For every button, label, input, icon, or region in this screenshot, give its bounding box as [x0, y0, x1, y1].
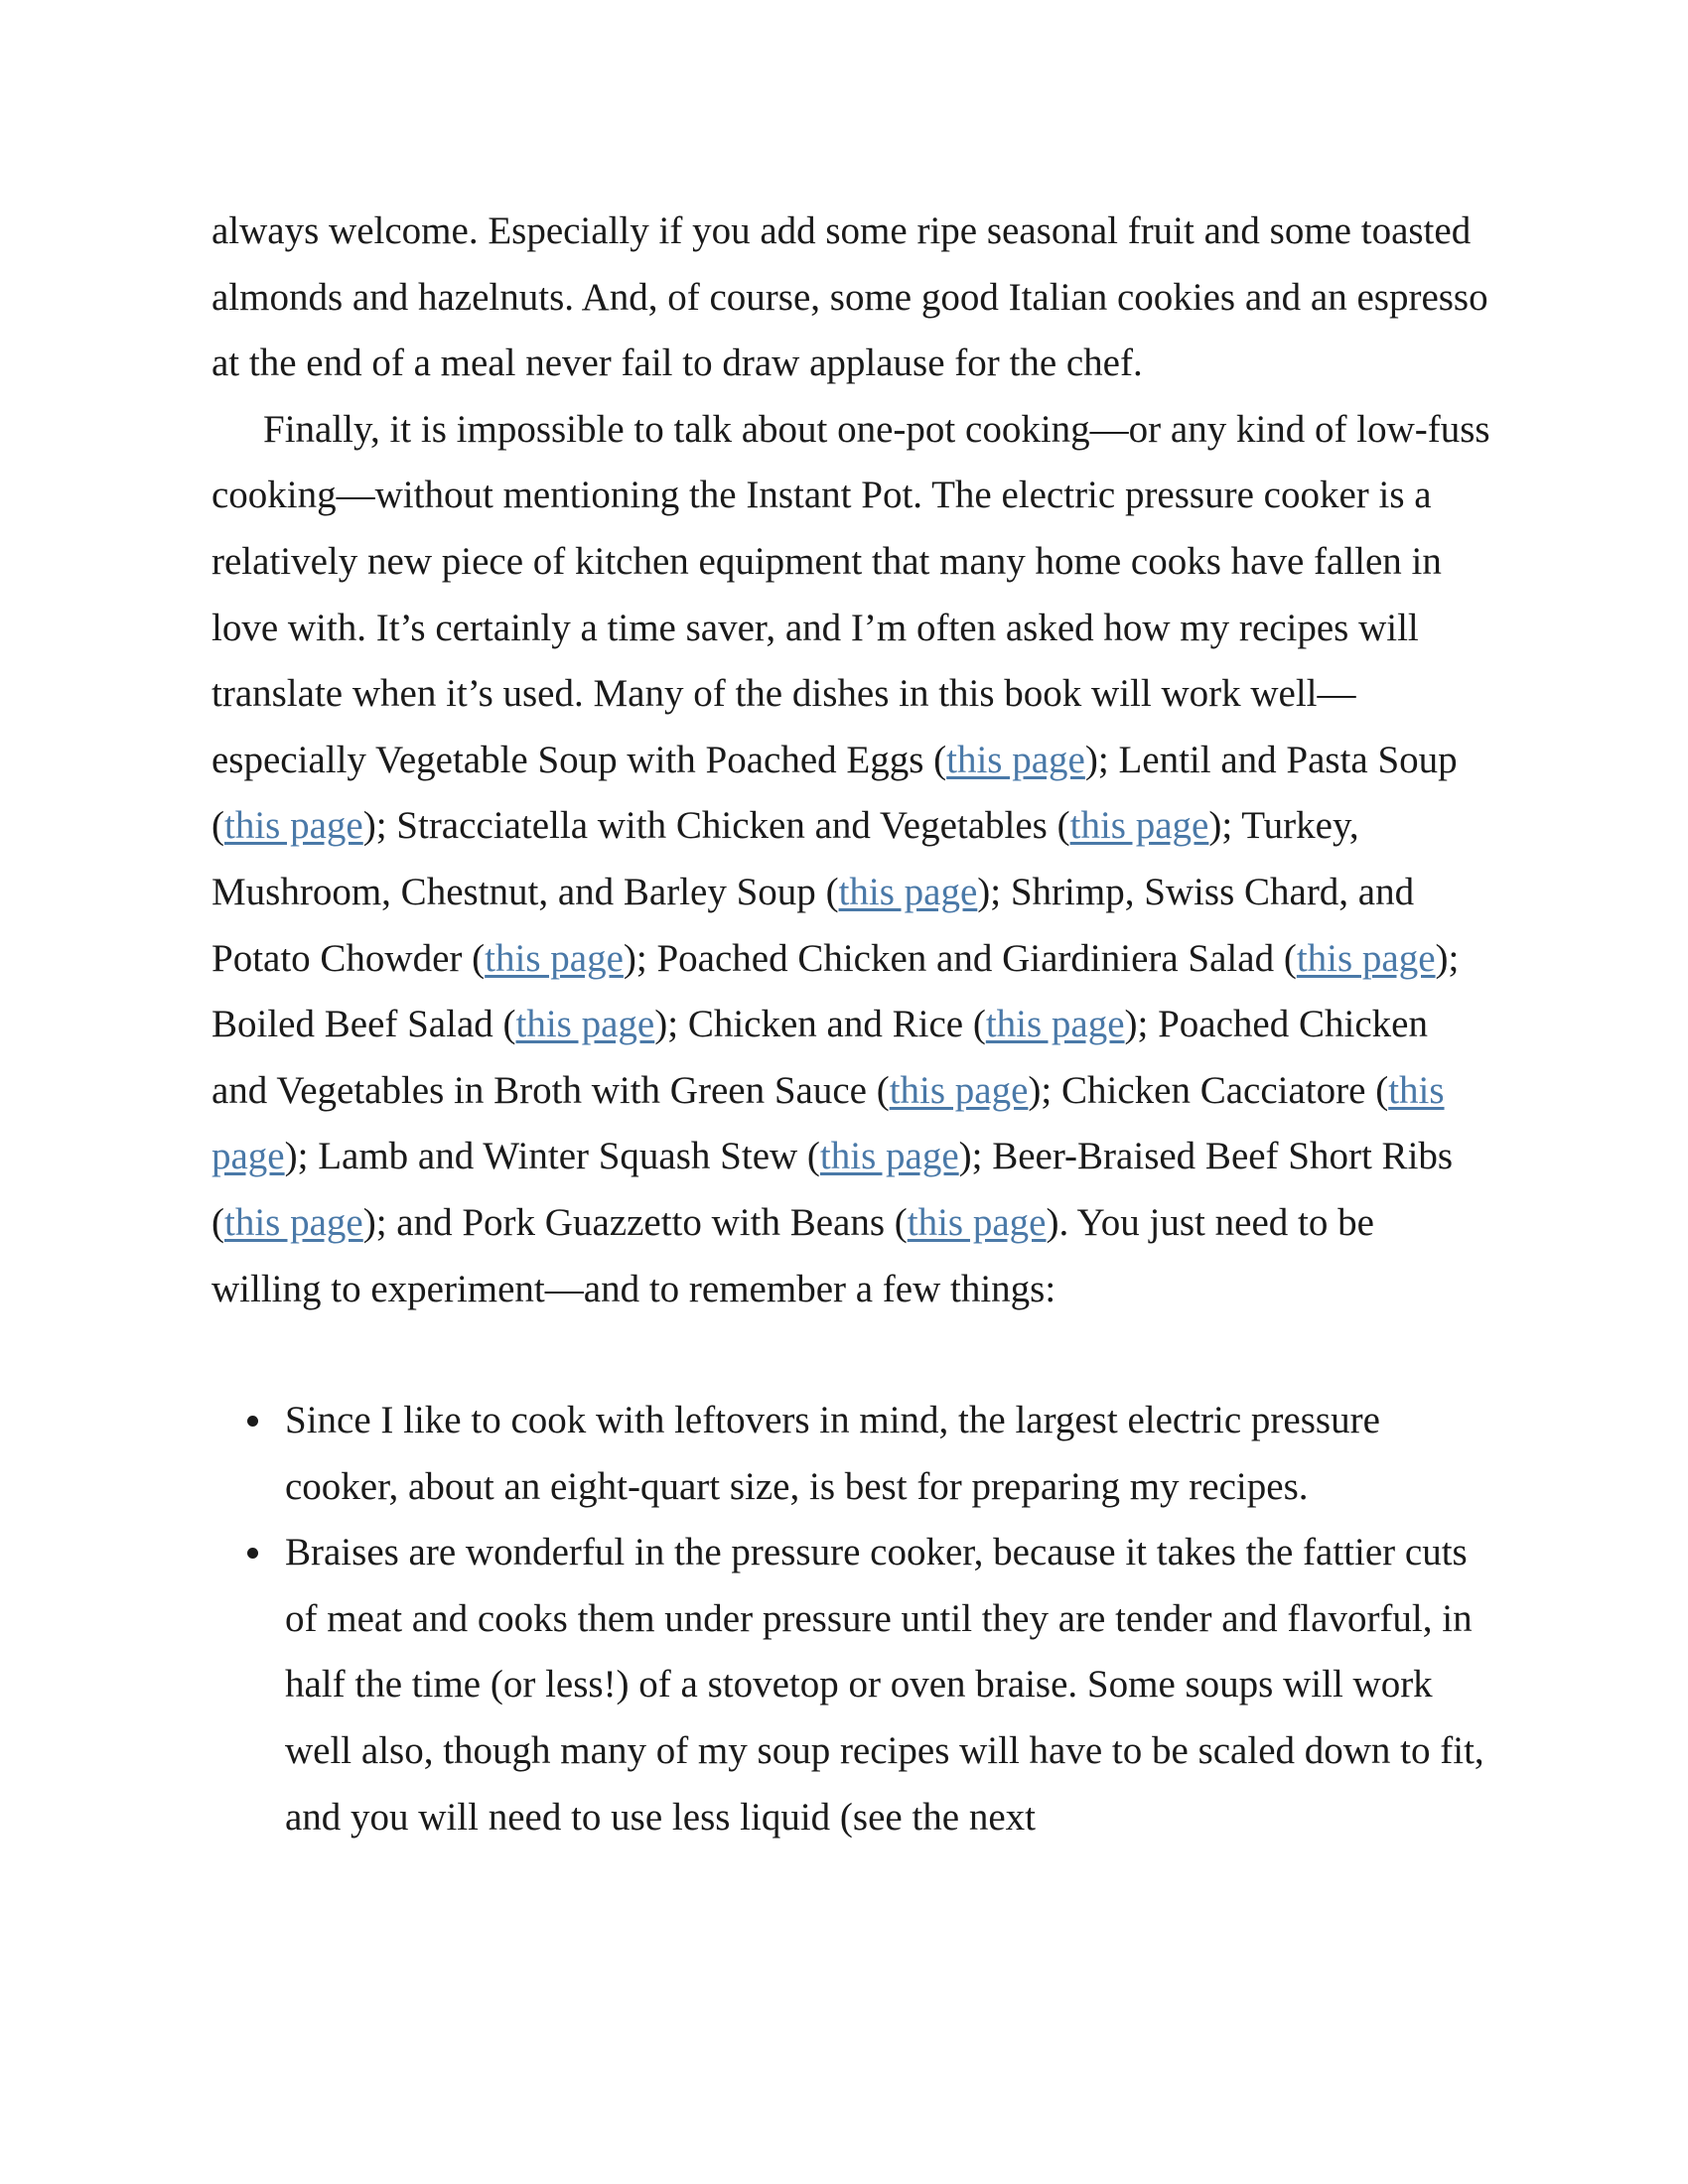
recipe-name: Beer-Braised Beef Short Ribs: [992, 1135, 1454, 1178]
recipe-link-giardiniera-salad[interactable]: this page: [1296, 936, 1436, 980]
recipe-name: Stracciatella with Chicken and Vegetables: [396, 804, 1048, 848]
recipe-link-vegetable-soup[interactable]: this page: [946, 738, 1085, 781]
recipe-name: Turkey, Mushroom, Chestnut, and Barley Soup: [211, 804, 1359, 913]
paragraph-instant-pot: Finally, it is impossible to talk about one-pot cooking—or any kind of low-fuss cooking—without mentioning the Instant Pot. The electric pressure cooker is a relatively new piece of kitchen equipment that many home cooks have fallen in love with. It’s certainly a time saver, and I’m often asked how my recipes will translate when it’s used. Many of the dishes in this book will work well—especially Vegetable Soup with Poached Eggs (this page); Lentil and Pasta Soup (this page); Stracciatella with Chicken and Vegetables (this page); Turkey, Mushroom, Chestnut, and Barley Soup (this page); Shrimp, Swiss Chard, and Potato Chowder (this page); Poached Chicken and Giardiniera Salad (this page); Boiled Beef Salad (this page); Chicken and Rice (this page); Poached Chicken and Vegetables in Broth with Green Sauce (this page); Chicken Cacciatore (this page); Lamb and Winter Squash Stew (this page); Beer-Braised Beef Short Ribs (this page); and Pork Guazzetto with Beans (this page). You just need to be willing to experiment—and to remember a few things:: [211, 407, 1490, 1310]
recipe-link-stracciatella[interactable]: this page: [1069, 804, 1209, 848]
recipe-name: Lentil and Pasta Soup: [1118, 738, 1458, 781]
bullet-icon: [247, 1416, 258, 1427]
recipe-link-turkey-barley-soup[interactable]: this page: [838, 870, 978, 913]
recipe-link-boiled-beef-salad[interactable]: this page: [515, 1003, 655, 1046]
tips-list: [211, 1388, 1492, 1850]
recipe-name: Boiled Beef Salad: [211, 1003, 493, 1046]
recipe-name: Pork Guazzetto with Beans: [462, 1200, 886, 1244]
recipe-link-green-sauce[interactable]: this page: [889, 1068, 1029, 1112]
recipe-link-shrimp-chowder[interactable]: this page: [485, 936, 624, 980]
recipe-link-chicken-rice[interactable]: this page: [985, 1003, 1125, 1046]
paragraph-outro: . You just need to be willing to experiment—and to remember a few things:: [211, 1200, 1374, 1310]
list-item: [211, 1520, 1492, 1850]
recipe-name: Poached Chicken and Giardiniera Salad: [656, 936, 1275, 980]
recipe-name: Chicken Cacciatore: [1060, 1068, 1366, 1112]
recipe-link-short-ribs[interactable]: this page: [224, 1200, 363, 1244]
recipe-name: Poached Chicken and Vegetables in Broth with Green Sauce: [211, 1003, 1428, 1112]
bullet-icon: [247, 1548, 258, 1559]
list-item-text: Braises are wonderful in the pressure cooker, because it takes the fattier cuts of meat and cooks them under pressure until they are tender and flavorful, in half the time (or less!) of a stovetop or oven braise. Some soups will work well also, though many of my soup recipes will have to be scaled down to fit, and you will need to use less liquid (see the next: [285, 1531, 1484, 1839]
page-body: [211, 199, 1492, 1850]
recipe-name: Vegetable Soup with Poached Eggs: [374, 738, 924, 781]
recipe-name: Lamb and Winter Squash Stew: [318, 1135, 798, 1178]
list-item-text: Since I like to cook with leftovers in mind, the largest electric pressure cooker, about an eight-quart size, is best for preparing my recipes.: [285, 1399, 1380, 1508]
recipe-link-lamb-stew[interactable]: this page: [819, 1135, 959, 1178]
recipe-link-lentil-pasta-soup[interactable]: this page: [224, 804, 363, 848]
recipe-name: Chicken and Rice: [687, 1003, 964, 1046]
paragraph-intro: Finally, it is impossible to talk about one-pot cooking—or any kind of low-fuss cooking—without mentioning the Instant Pot. The electric pressure cooker is a relatively new piece of kitchen equipment that many home cooks have fallen in love with. It’s certainly a time saver, and I’m often asked how my recipes will translate when it’s used. Many of the dishes in this book will work well—especially: [211, 407, 1490, 781]
recipe-link-pork-guazzetto[interactable]: this page: [907, 1200, 1047, 1244]
paragraph-dessert: always welcome. Especially if you add some ripe seasonal fruit and some toasted almonds and hazelnuts. And, of course, some good Italian cookies and an espresso at the end of a meal never fail to draw applause for the chef.: [211, 209, 1488, 385]
list-item: [211, 1388, 1492, 1520]
recipe-name: Shrimp, Swiss Chard, and Potato Chowder: [211, 870, 1415, 980]
recipe-link-cacciatore[interactable]: this page: [211, 1068, 1445, 1178]
